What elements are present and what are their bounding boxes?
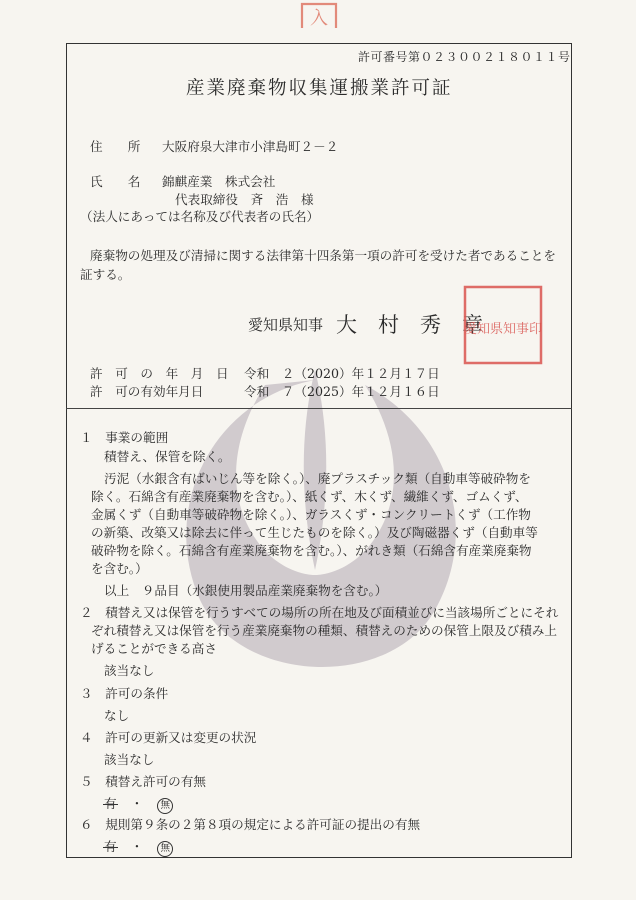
section-1-line: 金属くず（自動車等破砕物を除く。）、ガラスくず・コンクリートくず（工作物 bbox=[91, 507, 531, 522]
corporate-note: （法人にあっては名称及び代表者の氏名） bbox=[80, 209, 320, 224]
top-receipt-stamp bbox=[296, 0, 342, 30]
address-label: 住 所 bbox=[90, 139, 141, 154]
option-no-circled: 無 bbox=[157, 841, 173, 857]
expiry-date-value: 令和 ７（2025）年１２月１６日 bbox=[244, 384, 440, 399]
issue-date-label: 許 可 の 年 月 日 bbox=[90, 366, 229, 381]
section-2-line: ２ 積替え又は保管を行うすべての場所の所在地及び面積並びに当該場所ごとにそれ bbox=[80, 605, 559, 620]
section-5-heading: ５ 積替え許可の有無 bbox=[80, 774, 206, 789]
document-title: 産業廃棄物収集運搬業許可証 bbox=[186, 78, 453, 99]
address-value: 大阪府泉大津市小津島町２－２ bbox=[162, 139, 339, 154]
option-separator: ・ bbox=[130, 796, 144, 811]
section-1-line: 汚泥（水銀含有ばいじん等を除く。）、廃プラスチック類（自動車等破砕物を bbox=[104, 471, 531, 486]
certification-line-1: 廃棄物の処理及び清掃に関する法律第十四条第一項の許可を受けた者であることを bbox=[90, 248, 556, 263]
company-name: 錦麒産業 株式会社 bbox=[162, 174, 276, 189]
section-1-total: 以上 ９品目（水銀使用製品産業廃棄物を含む。） bbox=[104, 583, 388, 598]
official-seal-icon bbox=[462, 284, 544, 366]
section-1-line: 除く。石綿含有産業廃棄物を含む。）、紙くず、木くず、繊維くず、ゴムくず、 bbox=[91, 489, 528, 504]
option-yes-struck: 有 bbox=[104, 839, 117, 854]
section-3-heading: ３ 許可の条件 bbox=[80, 686, 169, 701]
certification-line-2: 証する。 bbox=[80, 267, 131, 282]
section-6-heading: ６ 規則第９条の２第８項の規定による許可証の提出の有無 bbox=[80, 817, 421, 832]
option-separator: ・ bbox=[130, 839, 144, 854]
governor-name: 大 村 秀 章 bbox=[336, 313, 483, 337]
section-divider bbox=[66, 408, 572, 409]
option-no-circled: 無 bbox=[157, 798, 173, 814]
section-6-choice bbox=[104, 837, 173, 857]
section-2-line: ぞれ積替え又は保管を行う産業廃棄物の種類、積替えのための保管上限及び積み上 bbox=[91, 623, 557, 638]
section-2-line: げることができる高さ bbox=[91, 641, 217, 656]
governor-title: 愛知県知事 bbox=[248, 316, 324, 334]
permit-number: 許可番号第０２３００２１８０１１号 bbox=[358, 50, 571, 64]
seal-text: 愛知県知事印 bbox=[463, 322, 543, 337]
section-1-sub: 積替え、保管を除く。 bbox=[104, 449, 231, 464]
section-5-choice bbox=[104, 794, 173, 814]
representative-name: 代表取締役 斉 浩 様 bbox=[175, 192, 314, 207]
section-1-heading: １ 事業の範囲 bbox=[80, 430, 169, 445]
section-3-value: なし bbox=[104, 708, 130, 723]
option-yes-struck: 有 bbox=[104, 796, 117, 811]
section-4-value: 該当なし bbox=[104, 752, 155, 767]
section-2-value: 該当なし bbox=[104, 663, 155, 678]
section-1-line: を含む。） bbox=[91, 561, 148, 576]
section-4-heading: ４ 許可の更新又は変更の状況 bbox=[80, 730, 257, 745]
expiry-date-label: 許 可の有効年月日 bbox=[90, 384, 204, 399]
name-label: 氏 名 bbox=[90, 174, 141, 189]
section-1-line: の新築、改築又は除去に伴って生じたものを除く。）及び陶磁器くず（自動車等 bbox=[91, 525, 538, 540]
issue-date-value: 令和 ２（2020）年１２月１７日 bbox=[244, 366, 440, 381]
top-stamp-char: 入 bbox=[310, 8, 328, 29]
section-1-line: 破砕物を除く。石綿含有産業廃棄物を含む。）、がれき類（石綿含有産業廃棄物 bbox=[91, 543, 532, 558]
